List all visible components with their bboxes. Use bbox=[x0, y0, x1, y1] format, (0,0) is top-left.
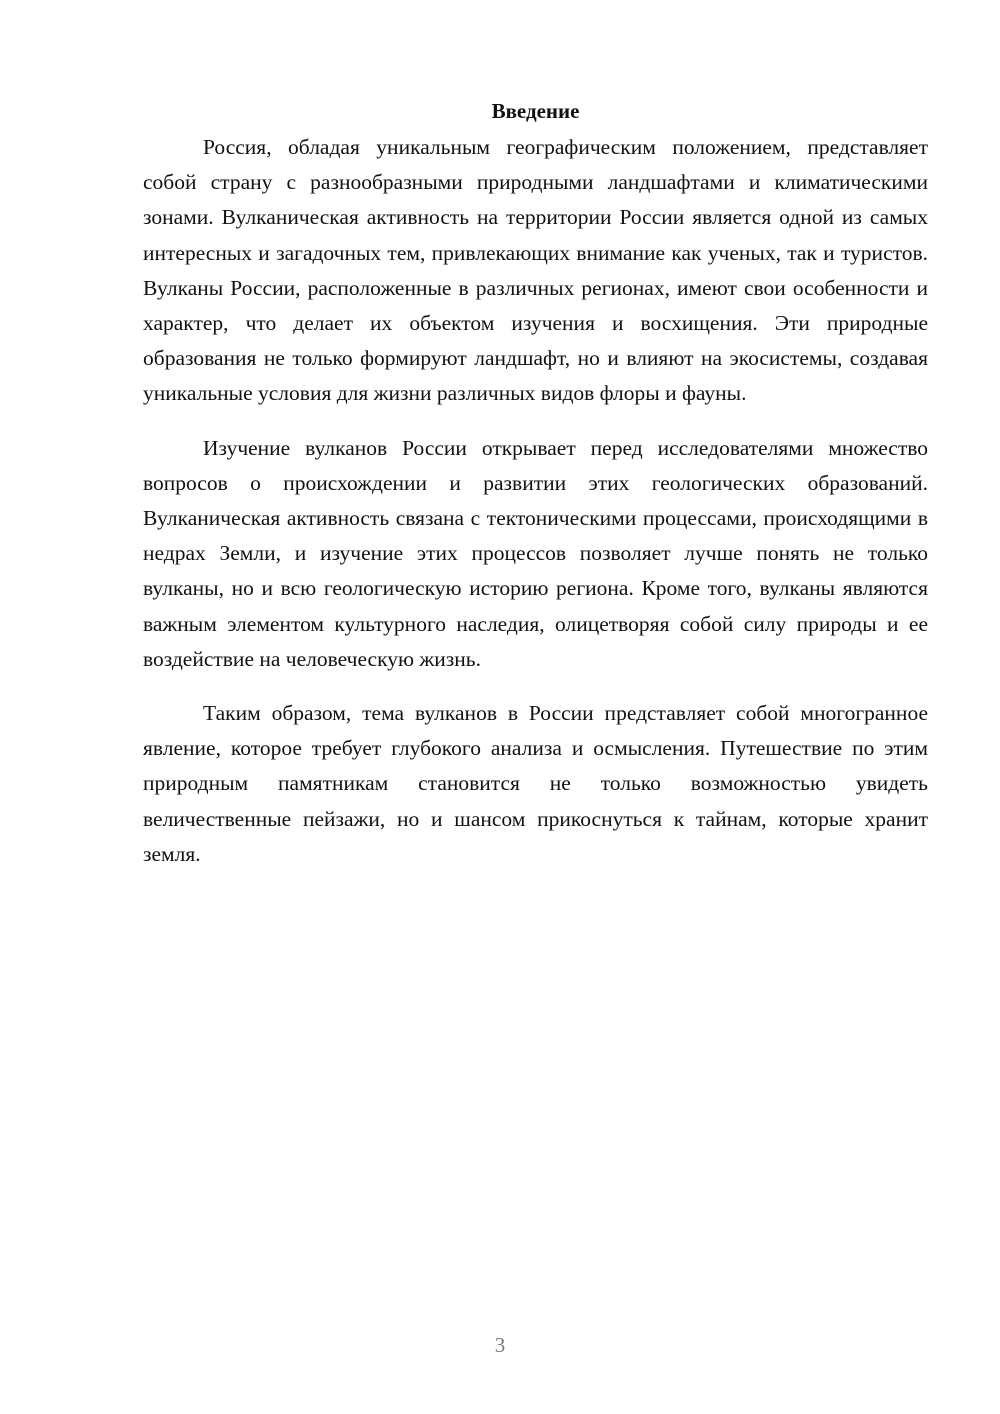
section-title: Введение bbox=[491, 99, 580, 123]
page-number: 3 bbox=[494, 1333, 506, 1357]
paragraph-3: Таким образом, тема вулканов в России представляет собой многогранное явление, которое требует глубокого анализа и осмысления. Путешествие по этим природным памятникам становится не только возможностью увидеть величественные пейзажи, но и шансом прикоснуться к тайнам, которые хранит земля. bbox=[143, 701, 928, 866]
page-content bbox=[143, 96, 928, 891]
paragraph-1: Россия, обладая уникальным географическим положением, представляет собой страну с разнообразными природными ландшафтами и климатическими зонами. Вулканическая активность на территории России является одной из самых интересных и загадочных тем, привлекающих внимание как ученых, так и туристов. Вулканы России, расположенные в различных регионах, имеют свои особенности и характер, что делает их объектом изучения и восхищения. Эти природные образования не только формируют ландшафт, но и влияют на экосистемы, создавая уникальные условия для жизни различных видов флоры и фауны. bbox=[143, 135, 928, 406]
paragraph-2: Изучение вулканов России открывает перед исследователями множество вопросов о происхождении и развитии этих геологических образований. Вулканическая активность связана с тектоническими процессами, происходящими в недрах Земли, и изучение этих процессов позволяет лучше понять не только вулканы, но и всю геологическую историю региона. Кроме того, вулканы являются важным элементом культурного наследия, олицетворяя собой силу природы и ее воздействие на человеческую жизнь. bbox=[143, 435, 928, 671]
